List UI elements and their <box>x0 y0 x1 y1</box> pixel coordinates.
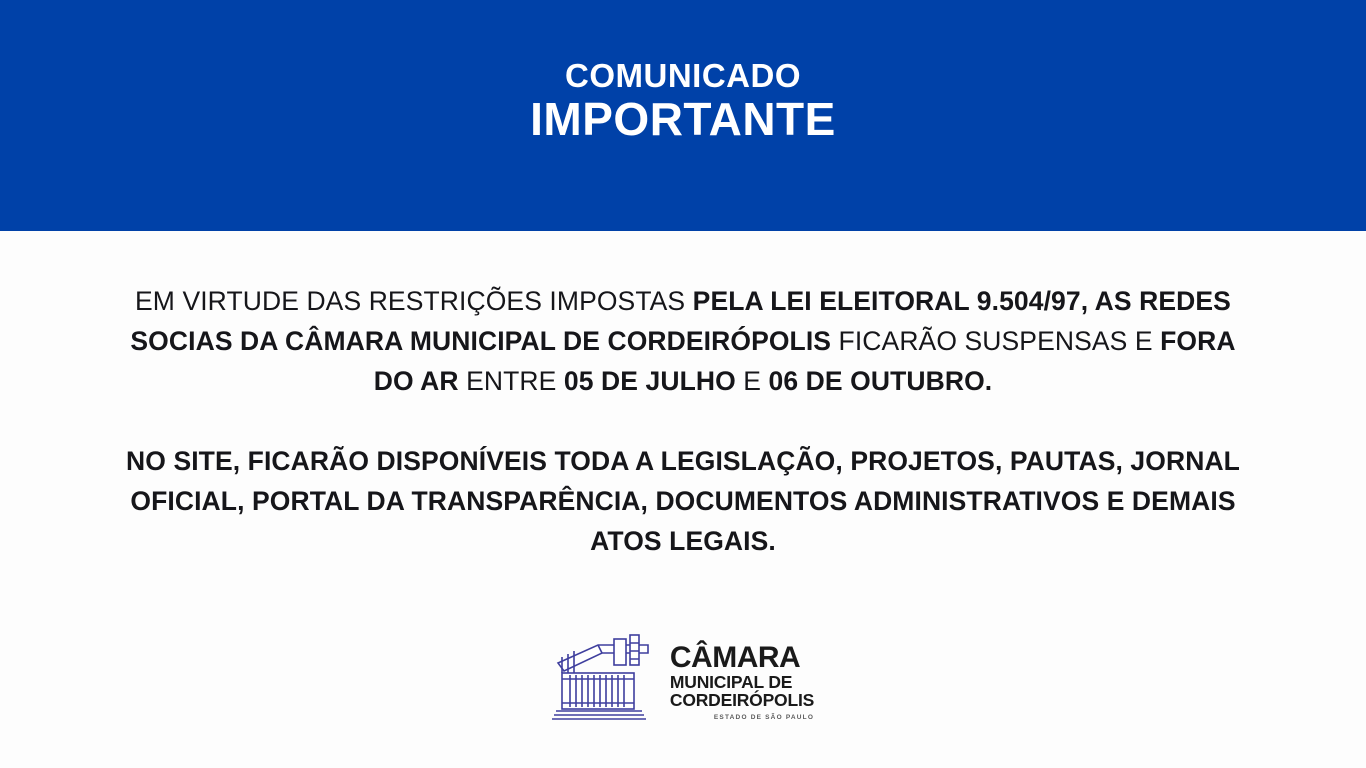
paragraph1-part-a: EM VIRTUDE DAS RESTRIÇÕES IMPOSTAS <box>135 286 693 316</box>
paragraph1-part-e: ENTRE <box>458 366 564 396</box>
paragraph1-part-b: PELA LEI ELEITORAL 9.504/97, AS REDES SOCIAS DA CÂMARA MUNICIPAL DE CORDEIRÓPOLIS <box>130 286 1231 356</box>
content-area <box>0 231 1366 768</box>
header-banner <box>0 0 1366 231</box>
camara-logo <box>552 633 814 725</box>
paragraph1-part-f: 05 DE JULHO <box>563 366 736 396</box>
banner-title-line1: COMUNICADO <box>565 57 801 95</box>
paragraph1-part-h: 06 DE OUTUBRO. <box>768 366 993 396</box>
camara-building-icon <box>552 633 660 725</box>
banner-title-line2: IMPORTANTE <box>530 93 836 146</box>
logo-line-camara: CÂMARA <box>669 640 801 674</box>
logo-line-municipal: MUNICIPAL DE <box>669 671 793 692</box>
logo-line-estado: ESTADO DE SÃO PAULO <box>713 713 815 721</box>
camara-logo-text <box>669 640 815 726</box>
paragraph1-part-c: FICARÃO SUSPENSAS E <box>831 326 1161 356</box>
paragraph-restrictions <box>123 281 1243 401</box>
paragraph-website-availability: NO SITE, FICARÃO DISPONÍVEIS TODA A LEGISLAÇÃO, PROJETOS, PAUTAS, JORNAL OFICIAL, PORTAL DA TRANSPARÊNCIA, DOCUMENTOS ADMINISTRATIVOS E DEMAIS ATOS LEGAIS. <box>126 446 1240 556</box>
paragraph1-part-g: E <box>735 366 769 396</box>
paragraph1-part-d: FORA DO AR <box>373 326 1236 396</box>
logo-line-cordeiropolis: CORDEIRÓPOLIS <box>669 690 815 710</box>
